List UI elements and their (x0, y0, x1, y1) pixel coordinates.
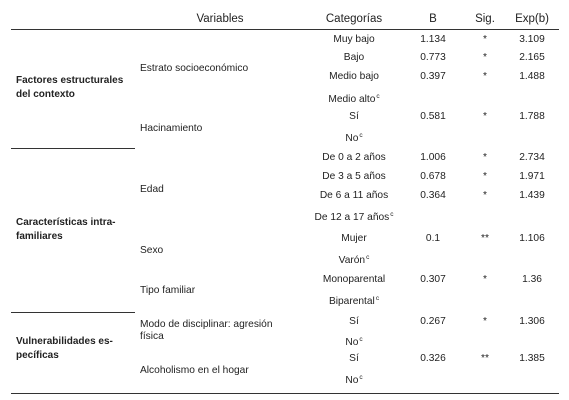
exp-cell: 1.385 (519, 353, 545, 364)
category-cell: De 3 a 5 años (322, 171, 386, 182)
category-cell: Mujer (341, 233, 367, 244)
exp-cell: 2.734 (519, 152, 545, 163)
reference-marker: c (366, 254, 370, 261)
b-cell: 1.134 (420, 34, 446, 45)
category-cell: Muy bajo (333, 34, 375, 45)
b-cell: 0.326 (420, 353, 446, 364)
category-cell: No$^c$ (345, 132, 363, 144)
category-cell: Varón$^c$ (338, 254, 370, 266)
b-cell: 0.1 (425, 233, 441, 244)
b-cell: 0.581 (420, 111, 446, 122)
b-cell: 1.006 (420, 152, 446, 163)
variable-label: Alcoholismo en el hogar (140, 365, 249, 376)
group-label: Factores estructurales del contexto (16, 75, 124, 100)
category-cell: De 6 a 11 años (319, 190, 389, 201)
reference-marker: c (359, 132, 363, 139)
category-cell: Sí (349, 111, 359, 122)
exp-cell: 1.971 (519, 171, 545, 182)
sig-cell: * (483, 274, 487, 285)
b-cell: 0.267 (420, 316, 446, 327)
variable-label: Edad (140, 184, 164, 195)
category-cell: Sí (349, 353, 359, 364)
bottom-rule (11, 393, 559, 394)
sig-cell: * (483, 52, 487, 63)
group-divider (11, 312, 135, 313)
category-cell: Monoparental (322, 274, 386, 285)
sig-cell: * (483, 71, 487, 82)
sig-cell: ** (481, 233, 489, 244)
reference-marker: c (375, 295, 380, 302)
header-categorias: Categorías (325, 13, 383, 25)
category-cell: Biparental$^c$ (328, 295, 380, 307)
sig-cell: * (483, 111, 487, 122)
category-cell: De 12 a 17 años$^c$ (314, 211, 394, 223)
b-cell: 0.678 (420, 171, 446, 182)
header-sig: Sig. (475, 13, 495, 25)
header-rule (11, 29, 559, 30)
exp-cell: 1.106 (519, 233, 545, 244)
b-cell: 0.307 (420, 274, 446, 285)
sig-cell: ** (481, 353, 489, 364)
exp-cell: 1.488 (519, 71, 545, 82)
category-cell: Medio alto$^c$ (328, 93, 380, 105)
exp-cell: 1.788 (519, 111, 545, 122)
exp-cell: 1.439 (519, 190, 545, 201)
reference-marker: c (359, 374, 363, 381)
reference-marker: c (376, 93, 380, 100)
category-cell: Sí (349, 316, 359, 327)
b-cell: 0.773 (420, 52, 446, 63)
sig-cell: * (483, 34, 487, 45)
variable-label: Estrato socioeconómico (140, 63, 249, 74)
header-exp: Exp(b) (515, 13, 549, 25)
category-cell: Medio bajo (329, 71, 379, 82)
b-cell: 0.397 (420, 71, 446, 82)
sig-cell: * (483, 316, 487, 327)
group-divider (11, 148, 135, 149)
category-cell: Bajo (343, 52, 365, 63)
exp-cell: 3.109 (519, 34, 545, 45)
exp-cell: 1.306 (519, 316, 545, 327)
sig-cell: * (483, 171, 487, 182)
reference-marker: c (359, 336, 363, 343)
category-cell: No$^c$ (345, 336, 363, 348)
exp-cell: 1.36 (522, 274, 542, 285)
sig-cell: * (483, 190, 487, 201)
category-cell: De 0 a 2 años (322, 152, 386, 163)
variable-label: Modo de disciplinar: agresión física (140, 319, 273, 342)
reference-marker: c (390, 211, 394, 218)
variable-label: Hacinamiento (140, 123, 203, 134)
exp-cell: 2.165 (519, 52, 545, 63)
header-b: B (429, 13, 437, 25)
group-label: Vulnerabilidades es- pecíficas (16, 336, 113, 361)
b-cell: 0.364 (420, 190, 446, 201)
category-cell: No$^c$ (345, 374, 363, 386)
header-variables: Variables (196, 13, 244, 25)
sig-cell: * (483, 152, 487, 163)
variable-label: Sexo (140, 245, 164, 256)
group-label: Características intra- familiares (16, 217, 116, 242)
variable-label: Tipo familiar (140, 285, 196, 296)
